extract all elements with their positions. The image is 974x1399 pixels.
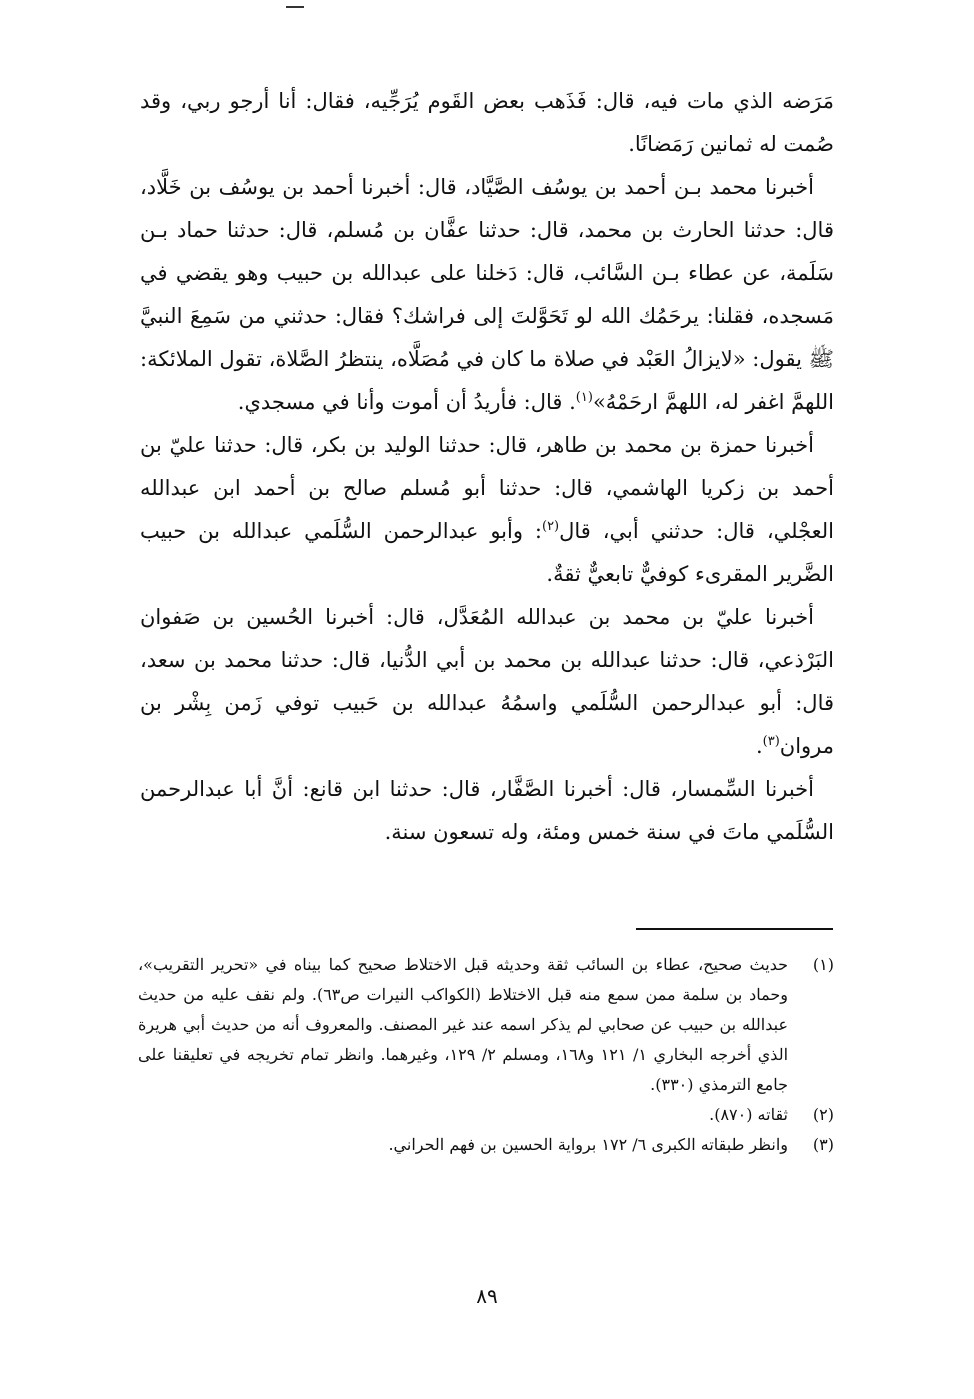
main-text-body (140, 80, 834, 854)
footnote-separator (636, 928, 833, 930)
paragraph-4 (140, 596, 834, 768)
top-edge-mark (286, 6, 304, 8)
footnote-1-text: حديث صحيح، عطاء بن السائب ثقة وحديثه قبل الاختلاط صحيح كما بيناه في «تحرير التقريب»، وحماد بن سلمة ممن سمع منه قبل الاختلاط (الكواكب النيرات ص٦٣). ولم نقف عليه من حديث عبدالله بن حبيب عن صحابي لم يذكر اسمه عند غير المصنف. والمعروف أنه من حديث أبي هريرة الذي أخرجه البخاري ١/ ١٢١ و١٦٨، ومسلم ٢/ ١٢٩، وغيرهما. وانظر تمام تخريجه في تعليقنا على جامع الترمذي (٣٣٠). (138, 955, 789, 1094)
page-number: ٨٩ (476, 1284, 498, 1308)
paragraph-3 (140, 424, 834, 596)
footnote-3 (138, 1130, 834, 1160)
paragraph-2-text: أخبرنا محمد بـن أحمد بن يوسُف الصَّيَّاد، قال: أخبرنا أحمد بن يوسُف بن خَلَّاد، قال: حدثنا الحارث بن محمد، قال: حدثنا عفَّان بن مُسلم، قال: حدثنا حماد بـن سَلَمة، عن عطاء بـن السَّائب، قال: دَخلنا على عبدالله بن حبيب وهو يقضي في مَسجده، فقلنا: يرحَمُك الله لو تَحَوَّلتَ إلى فراشك؟ فقال: حدثني من سَمِعَ النبيَّ ﷺ يقول: «لايزالُ العَبْد في صلاة ما كان في مُصَلَّاه، ينتظرُ الصَّلاة، تقول الملائكة: اللهمَّ اغفر له، اللهمَّ ارحَمْهُ» (140, 175, 834, 414)
paragraph-5 (140, 768, 834, 854)
paragraph-1 (140, 80, 834, 166)
paragraph-1-text: مَرَضه الذي مات فيه، قال: فَذَهب بعض القَوم يُرَجِّيه، فقال: أنا أرجو ربي، وقد صُمت له ثمانين رَمَضانًا. (140, 89, 834, 156)
footnote-ref-1[interactable]: (١) (575, 390, 593, 405)
footnote-1-number: (١) (812, 955, 834, 974)
footnote-2 (138, 1100, 834, 1130)
footnote-ref-2[interactable]: (٢) (541, 519, 560, 534)
paragraph-4-text-end: . (755, 734, 763, 758)
footnote-ref-3[interactable]: (٣) (762, 734, 780, 749)
paragraph-3-text: أخبرنا حمزة بن محمد بن طاهر، قال: حدثنا الوليد بن بكر، قال: حدثنا عليّ بن أحمد بن زكريا الهاشمي، قال: حدثنا أبو مُسلم صالح بن أحمد ابن عبدالله العجْلي، قال: حدثني أبي، قال (140, 433, 834, 543)
footnotes-section (138, 950, 834, 1160)
paragraph-5-text: أخبرنا السِّمسار، قال: أخبرنا الصَّفَّار، قال: حدثنا ابن قانع: أنَّ أبا عبدالرحمن السُّلَمي ماتَ في سنة خمس ومئة، وله تسعون سنة. (140, 777, 834, 844)
footnote-2-text: ثقاته (٨٧٠). (709, 1105, 788, 1124)
paragraph-2-text-end: . قال: فأريدُ أن أموت وأنا في مسجدي. (237, 390, 576, 414)
footnote-2-number: (٢) (812, 1105, 834, 1124)
footnote-3-text: وانظر طبقاته الكبرى ٦/ ١٧٢ برواية الحسين بن فهم الحراني. (388, 1135, 788, 1154)
paragraph-4-text: أخبرنا عليّ بن محمد بن عبدالله المُعَدَّل، قال: أخبرنا الحُسين بن صَفوان البَرْذعي، قال: حدثنا عبدالله بن محمد بن أبي الدُّنيا، قال: حدثنا محمد بن سعد، قال: أبو عبدالرحمن السُّلَمي واسمُهُ عبدالله بن حَبيب توفي زَمن بِشْر بن مروان (140, 605, 834, 758)
paragraph-3-text-end: : وأبو عبدالرحمن السُّلَمي عبدالله بن حبيب الضَّرير المقرىء كوفيٌّ تابعيٌّ ثقةٌ. (140, 519, 834, 586)
footnote-1 (138, 950, 834, 1100)
paragraph-2 (140, 166, 834, 424)
footnote-3-number: (٣) (812, 1135, 834, 1154)
